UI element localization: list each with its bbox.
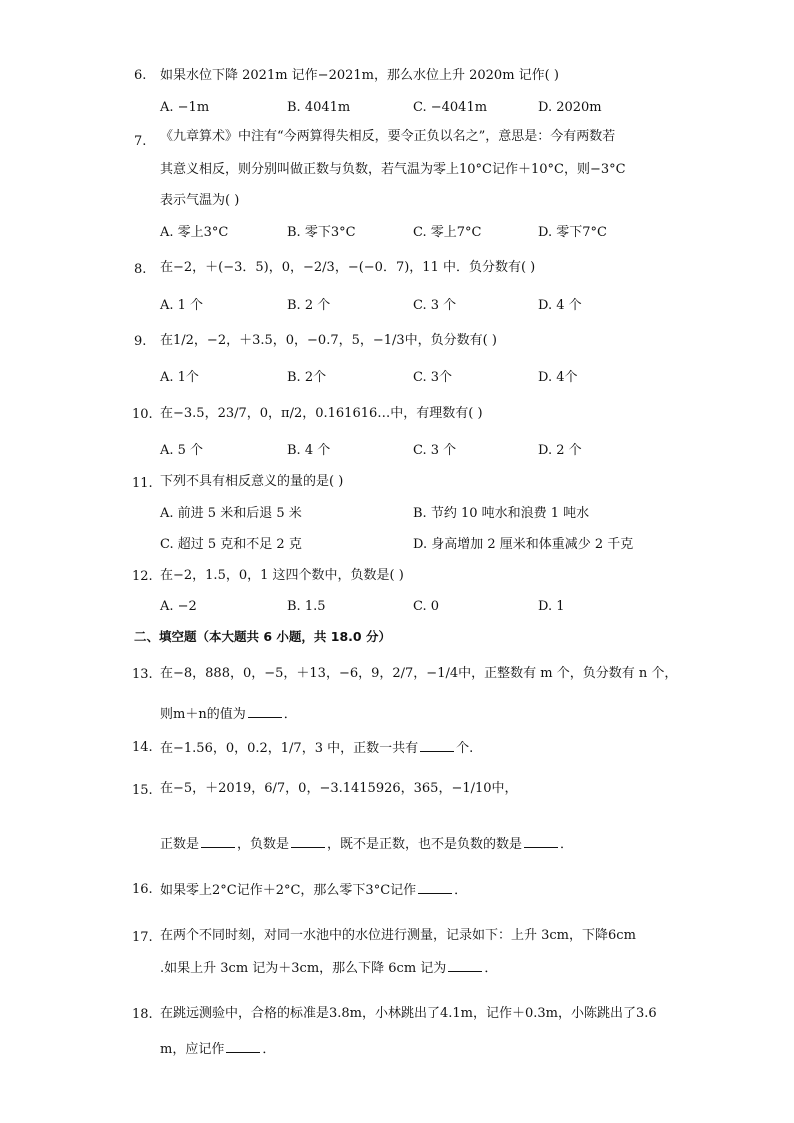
option-a: A. −1m [160,100,210,115]
stem-text: 个. [456,741,474,756]
question-number: 8. [134,262,147,277]
option-c: C. 3 个 [413,443,457,458]
option-d: D. 4个 [538,370,578,385]
question-stem-line1: 在−8，888，0，−5，＋13，−6，9，2/7，−1/4中，正整数有 m 个，负分数有 n 个， [160,666,678,681]
stem-text: ，负数是 [237,837,290,852]
option-c: C. 零上7°C [413,225,482,240]
answer-blank[interactable] [418,880,452,894]
option-c: C. 超过 5 克和不足 2 克 [160,537,302,552]
question-stem-line1: 在−5，＋2019，6/7，0，−3.1415926，365，−1/10中， [160,781,518,796]
question-number: 12. [132,569,153,584]
question-stem-line2 [160,958,497,978]
question-stem-line2 [160,1039,275,1059]
stem-text: ，既不是正数，也不是负数的数是 [327,837,523,852]
option-c: C. 0 [413,599,440,614]
stem-text: 在−1.56，0，0.2，1/7，3 中，正数一共有 [160,741,419,756]
option-a: A. 1个 [160,370,199,385]
option-b: B. 4041m [287,100,351,115]
option-b: B. 2 个 [287,298,331,313]
question-stem-line2 [160,704,297,724]
question-number: 11. [132,476,153,491]
question-stem: 在−3.5，23/7，0，π/2，0.161616…中，有理数有( ) [160,406,483,421]
answer-blank[interactable] [248,704,282,718]
option-b: B. 节约 10 吨水和浪费 1 吨水 [413,506,590,521]
question-stem: 在−2，＋(−3．5)，0，−2/3，−(−0．7)，11 中．负分数有( ) [160,260,536,275]
option-c: C. 3 个 [413,298,457,313]
question-stem-line2 [160,834,573,854]
section-title: 二、填空题（本大题共 6 小题，共 18.0 分） [134,629,391,644]
stem-text: 如果零上2°C记作＋2°C，那么零下3°C记作 [160,883,417,898]
option-a: A. 零上3°C [160,225,229,240]
option-d: D. 2 个 [538,443,582,458]
question-number: 13. [132,667,153,682]
option-c: C. −4041m [413,100,488,115]
answer-blank[interactable] [420,738,454,752]
option-a: A. 1 个 [160,298,204,313]
stem-text: 正数是 [160,837,200,852]
stem-text: ． [560,837,574,852]
option-b: B. 2个 [287,370,327,385]
question-stem: 如果水位下降 2021m 记作−2021m，那么水位上升 2020m 记作( ) [160,68,559,83]
answer-blank[interactable] [524,834,558,848]
question-number: 9. [134,334,147,349]
question-number: 10. [132,407,153,422]
stem-text: .如果上升 3cm 记为＋3cm，那么下降 6cm 记为 [160,961,447,976]
answer-blank[interactable] [448,958,482,972]
question-stem-line1: 《九章算术》中注有“今两算得失相反，要令正负以名之”，意思是：今有两数若 [160,129,616,144]
stem-text: ． [484,961,498,976]
question-stem: 在−2，1.5，0，1 这四个数中，负数是( ) [160,568,404,583]
stem-text: ． [283,707,297,722]
option-a: A. 前进 5 米和后退 5 米 [160,506,302,521]
option-b: B. 零下3°C [287,225,356,240]
question-number: 6. [134,68,147,83]
question-stem-line1: 在两个不同时刻，对同一水池中的水位进行测量，记录如下：上升 3cm，下降6cm [160,928,636,943]
option-d: D. 2020m [538,100,602,115]
option-d: D. 身高增加 2 厘米和体重减少 2 千克 [413,537,634,552]
answer-blank[interactable] [226,1039,260,1053]
question-number: 16. [132,882,153,897]
question-stem: 在1/2，−2，＋3.5，0，−0.7，5，−1/3中，负分数有( ) [160,333,497,348]
question-number: 7. [134,134,147,149]
question-number: 18. [132,1007,153,1022]
option-d: D. 1 [538,599,565,614]
option-b: B. 4 个 [287,443,331,458]
option-d: D. 零下7°C [538,225,607,240]
question-stem-line1: 在跳远测验中，合格的标准是3.8m，小林跳出了4.1m，记作＋0.3m，小陈跳出了3.6 [160,1006,657,1021]
option-d: D. 4 个 [538,298,582,313]
option-a: A. 5 个 [160,443,204,458]
stem-text: 则m＋n的值为 [160,707,246,722]
question-number: 15. [132,783,153,798]
question-number: 14. [132,740,153,755]
question-stem [160,880,467,900]
stem-text: ． [454,883,468,898]
stem-text: m，应记作 [160,1042,225,1057]
answer-blank[interactable] [291,834,325,848]
stem-text: ． [262,1042,276,1057]
question-stem-line2: 其意义相反，则分别叫做正数与负数，若气温为零上10°C记作＋10°C，则−3°C [160,162,626,177]
option-a: A. −2 [160,599,197,614]
answer-blank[interactable] [201,834,235,848]
question-stem-line3: 表示气温为( ) [160,193,240,208]
question-number: 17. [132,930,153,945]
option-c: C. 3个 [413,370,453,385]
question-stem: 下列不具有相反意义的量的是( ) [160,474,344,489]
option-b: B. 1.5 [287,599,326,614]
question-stem [160,738,473,758]
